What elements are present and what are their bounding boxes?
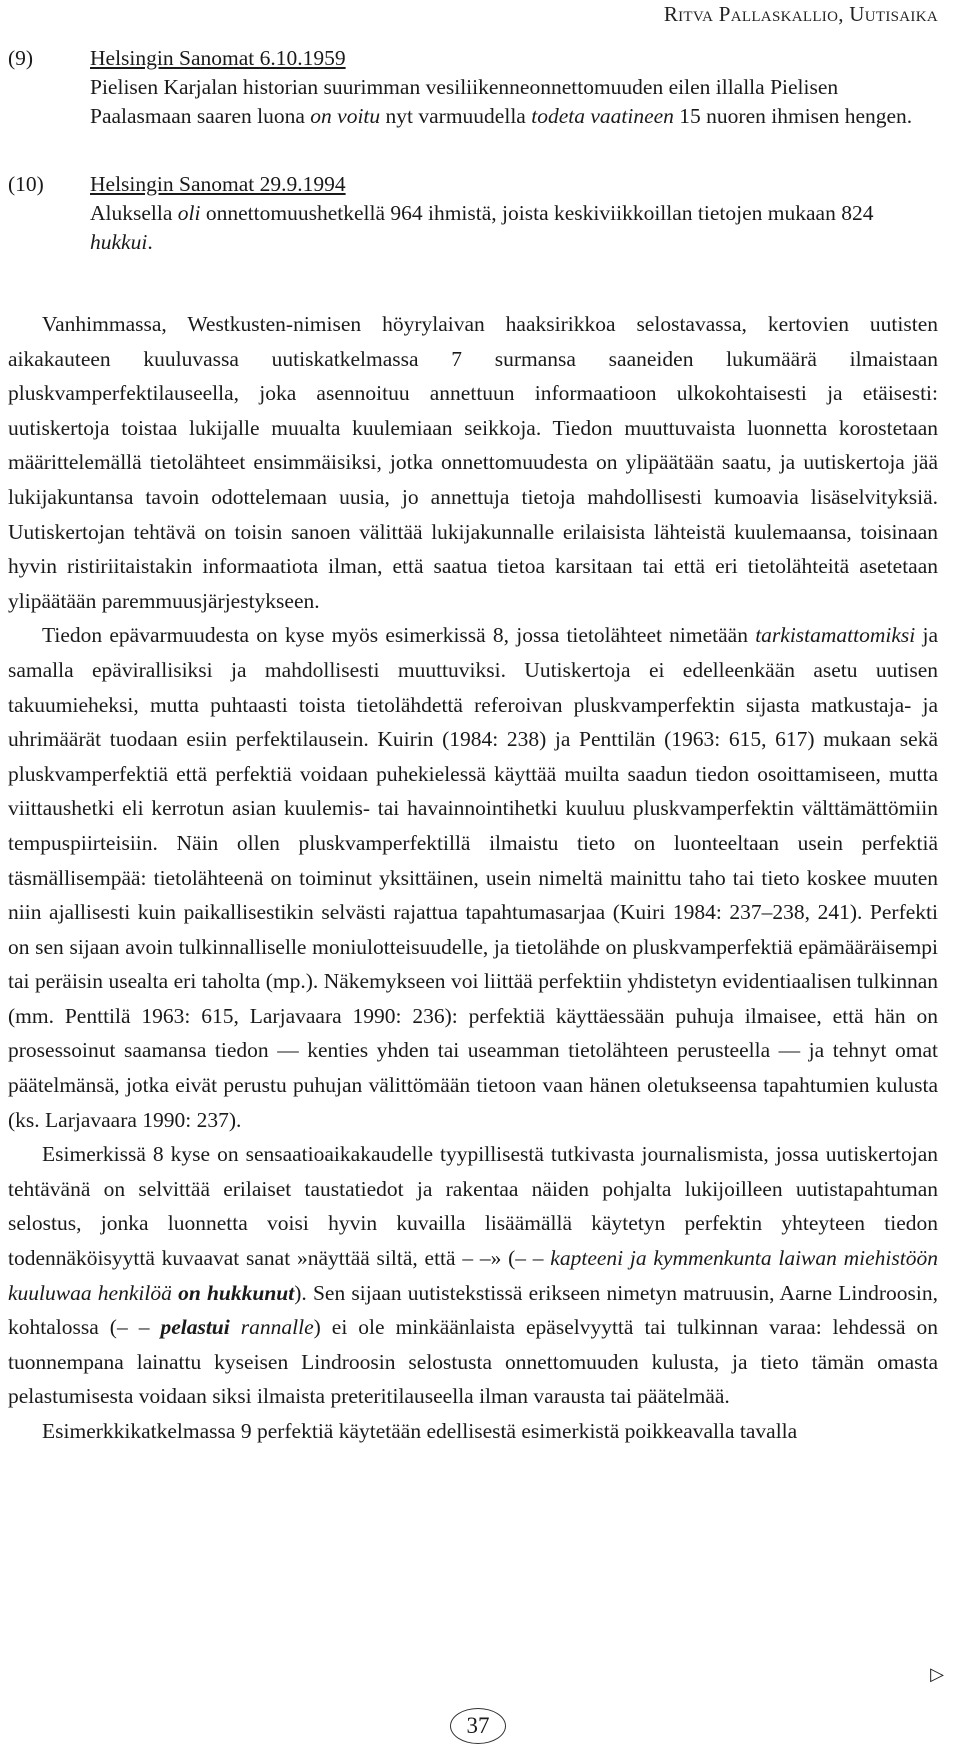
example-number: (10) [8, 172, 44, 196]
body-text [8, 307, 938, 1449]
paragraph-3: Esimerkissä 8 kyse on sensaatioaikakaudelle tyypillisestä tutkivasta journalismista, jossa uutiskertojan tehtävänä on selvittää erilaiset taustatiedot ja rakentaa näiden pohjalta lukijoilleen uutistapahtuman selostus, jonka luonnetta voisi hyvin kuvailla lisäämällä käytetyn perfektin yhteyteen tiedon todennäköisyyttä kuvaavat sanat »näyttää siltä, että – –» (– – kapteeni ja kymmenkunta laiwan miehistöön kuuluwaa henkilöä on hukkunut). Sen sijaan uutistekstissä erikseen nimetyn matruusin, Aarne Lindroosin, kohtalossa (– – pelastui rannalle) ei ole minkäänlaista epäselvyyttä tai tulkinnan varaa: lehdessä on tuonnempana lainattu kyseisen Lindroosin selostusta onnettomuuden kulusta, ja tieto tämän omasta pelastumisesta voidaan siksi ilmaista preteritilauseella ilman varausta tai päätelmää. [8, 1142, 939, 1409]
example-number: (9) [8, 46, 34, 70]
example-9 [8, 44, 938, 131]
example-text: Aluksella oli onnettomuushetkellä 964 ihmistä, joista keskiviikkoillan tietojen mukaan 824 hukkui. [90, 201, 874, 254]
continue-arrow-icon: ▷ [930, 1664, 944, 1684]
running-head: Ritva Pallaskallio, Uutisaika [663, 2, 938, 26]
example-text: Pielisen Karjalan historian suurimman vesiliikenneonnettomuuden eilen illalla Pielisen Paalasmaan saaren luona on voitu nyt varmuudella todeta vaatineen 15 nuoren ihmisen hengen. [90, 75, 913, 128]
example-10 [8, 170, 938, 257]
paragraph-1: Vanhimmassa, Westkusten-nimisen höyrylaivan haaksirikkoa selostavassa, kertovien uutisten aikakauteen kuuluvassa uutiskatkelmassa 7 surmansa saaneiden lukumäärä ilmaistaan pluskvamperfektilauseella, joka asennoituu annettuun informaatioon ulkokohtaisesti ja etäisesti: uutiskertoja toistaa lukijalle muualta kuulemiaan seikkoja. Tiedon muuttuvaista luonnetta korostetaan määrittelemällä tietolähteet ensimmäisiksi, jotka onnettomuudesta on ylipäätään saatu, ja uutiskertoja jää lukijakuntansa tavoin odottelemaan uusia, jo annettuja tietoja mahdollisesti kumoavia lisäselvityksiä. Uutiskertojan tehtävä on toisin sanoen välittää lukijakunnalle erilaisista lähteistä kuulemaansa, toisinaan hyvin ristiriitaistakin informaatiota ilman, että saatua tietoa karsitaan tai että eri tietolähteitä asetetaan ylipäätään paremmuusjärjestykseen. [8, 312, 938, 613]
paragraph-2: Tiedon epävarmuudesta on kyse myös esimerkissä 8, jossa tietolähteet nimetään tarkistamattomiksi ja samalla epävirallisiksi ja mahdollisesti muuttuviksi. Uutiskertoja ei edelleenkään asetu uutisen takuumieheksi, mutta puhtaasti toista tietolähdettä referoivan pluskvamperfektin sijasta matkustaja- ja uhrimäärät tuodaan esiin perfektilausein. Kuirin (1984: 238) ja Penttilän (1963: 615, 617) mukaan sekä pluskvamperfektiä että perfektiä voidaan puhekielessä käyttää muilta saadun tiedon osoittamiseen, mutta viittaushetki eli kerrotun asian kuulemis- tai havainnointihetki kuuluu pluskvamperfektin välttämättömiin tempuspiirteisiin. Näin ollen pluskvamperfektillä ilmaistu tieto on luonteeltaan usein perfektiä täsmällisempää: tietolähteenä on toiminut yksittäinen, usein nimeltä mainittu taho tai tieto koskee muuten niin ajallisesti kuin paikallisestikin selvästi rajattua tapahtumasarjaa (Kuiri 1984: 237–238, 241). Perfekti on sen sijaan avoin tulkinnalliselle moniulotteisuudelle, ja tietolähde on pluskvamperfektiä epämääräisempi tai peräisin usealta eri taholta (mp.). Näkemykseen voi liittää perfektiin yhdistetyn evidentiaalisen tulkinnan (mm. Penttilä 1963: 615, Larjavaara 1990: 236): perfektiä käyttäessään puhuja ilmaisee, että hän on prosessoinut saamansa tiedon — kenties yhden tai useamman tietolähteen perusteella — ja tehnyt omat päätelmänsä, jotka eivät perustu puhujan välittömään tietoon vaan hänen oletukseensa tapahtumien kulusta (ks. Larjavaara 1990: 237). [8, 623, 938, 1132]
example-source: Helsingin Sanomat 6.10.1959 [90, 46, 346, 70]
paragraph-4: Esimerkkikatkelmassa 9 perfektiä käytetään edellisestä esimerkistä poikkeavalla tavalla [42, 1419, 798, 1443]
example-source: Helsingin Sanomat 29.9.1994 [90, 172, 346, 196]
page-number: 37 [450, 1708, 506, 1744]
